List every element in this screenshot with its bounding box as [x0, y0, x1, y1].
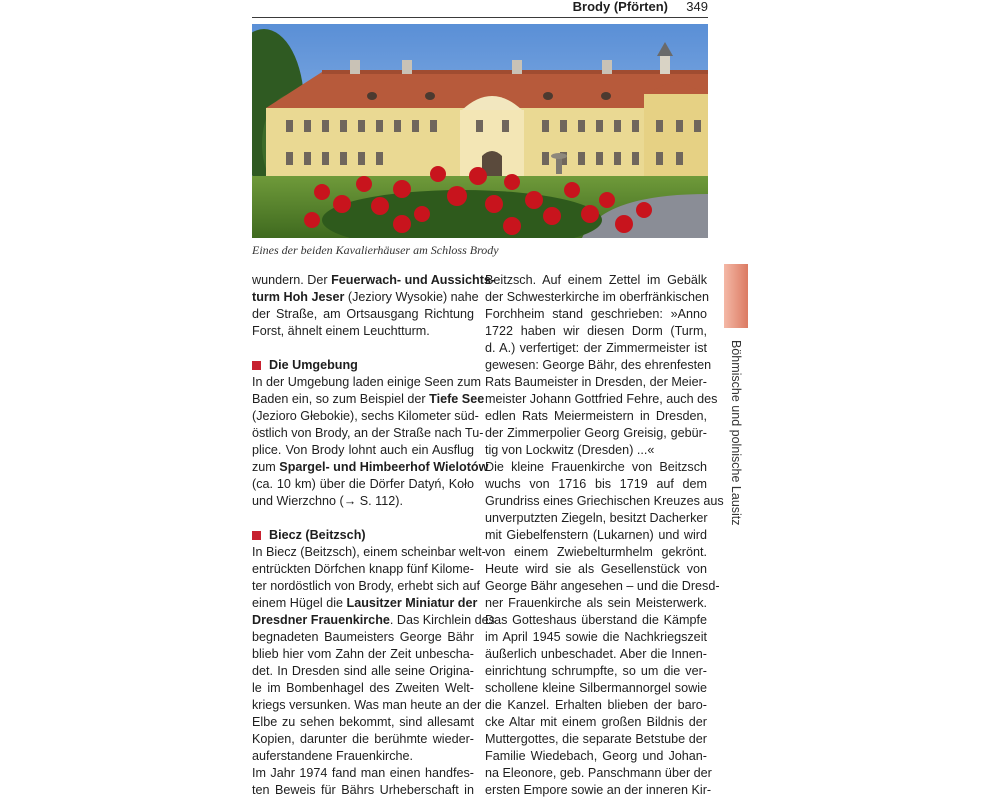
text-line: blieb hier vom Zahn der Zeit unbescha-: [252, 647, 474, 661]
text-line: die Kanzel. Erhalten blieben der baro-: [485, 698, 707, 712]
text-line: wuchs von 1716 bis 1719 auf dem: [485, 477, 707, 491]
text-line: cke Altar mit einem großen Bildnis der: [485, 715, 707, 729]
text-line: plice. Von Brody lohnt auch ein Ausflug: [252, 443, 474, 457]
text-line: Rats Baumeister in Dresden, der Meier-: [485, 375, 707, 389]
chapter-side-label: Böhmische und polnische Lausitz: [729, 340, 743, 526]
text-line: le im Bombenhagel des Zweiten Welt-: [252, 681, 474, 695]
text-line: der Schwesterkirche im oberfränkischen: [485, 290, 709, 304]
text-line: östlich von Brody, an der Straße nach Tu-: [252, 426, 484, 440]
text-line: ter nordöstlich von Brody, erhebt sich auf: [252, 579, 480, 593]
left-column: [252, 272, 496, 799]
text-line: entrückten Dörfchen knapp fünf Kilome-: [252, 562, 474, 576]
text-line: (Jezioro Głebokie), sechs Kilometer süd-: [252, 409, 479, 423]
text-line: unverputzten Ziegeln, besitzt Dacherker: [485, 511, 708, 525]
text-line: In der Umgebung laden einige Seen zum: [252, 375, 481, 389]
text-line: gewesen: George Bähr, des ehrenfesten: [485, 358, 712, 372]
text-line: Grundriss eines Griechischen Kreuzes aus: [485, 494, 724, 508]
header-rule: [252, 17, 708, 18]
section-heading-umgebung: Die Umgebung: [252, 357, 474, 374]
text-line: kriegs versunken. Was man heute an der: [252, 698, 482, 712]
text-line: schollene kleine Silbermannorgel sowie: [485, 681, 707, 695]
text-line: ten Beweis für Bährs Urheberschaft in: [252, 783, 474, 797]
text-line: tig von Lockwitz (Dresden) ...«: [485, 443, 655, 457]
text-line: George Bähr angesehen – und die Dresd-: [485, 579, 720, 593]
text-line: Die kleine Frauenkirche von Beitzsch: [485, 460, 707, 474]
text-line: Baden ein, so zum Beispiel der Tiefe See: [252, 392, 485, 406]
section-heading-biecz: Biecz (Beitzsch): [252, 527, 474, 544]
running-header: [252, 0, 708, 18]
text-line: Im Jahr 1974 fand man einen handfes-: [252, 766, 474, 780]
text-line: ersten Empore sowie an der inneren Kir-: [485, 783, 712, 797]
right-column: [485, 272, 724, 799]
text-line: 1722 haben wir diesen Dorm (Turm,: [485, 324, 707, 338]
chapter-tab: [724, 264, 748, 328]
text-line: turm Hoh Jeser (Jeziory Wysokie) nahe: [252, 290, 479, 304]
text-line: Forchheim stand geschrieben: »Anno: [485, 307, 707, 321]
text-line: Dresdner Frauenkirche. Das Kirchlein des: [252, 613, 495, 627]
text-line: einem Hügel die Lausitzer Miniatur der: [252, 596, 478, 610]
text-line: äußerlich unbeschadet. Aber die Innen-: [485, 647, 707, 661]
text-line: einrichtung schrumpfte, so um die ver-: [485, 664, 707, 678]
figure-caption: Eines der beiden Kavalierhäuser am Schloss Brody: [252, 243, 499, 257]
text-line: Familie Wiedebach, Georg und Johan-: [485, 749, 707, 763]
text-line: der Straße, am Ortsausgang Richtung: [252, 307, 474, 321]
section-marker-icon: [252, 531, 261, 540]
text-line: In Biecz (Beitzsch), einem scheinbar welt-: [252, 545, 486, 559]
text-line: und Wierzchno (→ S. 112).: [252, 494, 403, 508]
text-line: Beitzsch. Auf einem Zettel im Gebälk: [485, 273, 707, 287]
page-number: 349: [686, 0, 708, 14]
text-line: edlen Rats Meiermeistern in Dresden,: [485, 409, 707, 423]
text-line: (ca. 10 km) über die Dörfer Datyń, Koło: [252, 477, 474, 491]
text-line: im April 1945 sowie die Nachkriegszeit: [485, 630, 707, 644]
text-line: Das Gotteshaus überstand die Kämpfe: [485, 613, 707, 627]
text-line: von einem Zwiebelturmhelm gekrönt.: [485, 545, 707, 559]
text-line: Muttergottes, die separate Betstube der: [485, 732, 707, 746]
text-line: d. A.) verfertiget: der Zimmermeister ist: [485, 341, 707, 355]
text-line: wundern. Der Feuerwach- und Aussichts-: [252, 273, 496, 287]
text-line: Forst, ähnelt einem Leuchtturm.: [252, 324, 430, 338]
text-line: meister Johann Gottfried Fehre, auch des: [485, 392, 718, 406]
castle-photo: [252, 24, 708, 238]
text-line: mit Giebelfenstern (Lukarnen) und wird: [485, 528, 707, 542]
section-marker-icon: [252, 361, 261, 370]
text-line: Kopien, darunter die berühmte wieder-: [252, 732, 474, 746]
text-line: begnadeten Baumeisters George Bähr: [252, 630, 474, 644]
text-line: Heute wird sie als Gesellenstück von: [485, 562, 707, 576]
text-line: ner Frauenkirche als sein Meisterwerk.: [485, 596, 707, 610]
text-line: det. In Dresden sind alle seine Origina-: [252, 664, 474, 678]
text-line: auferstandene Frauenkirche.: [252, 749, 414, 763]
text-line: na Eleonore, geb. Panschmann über der: [485, 766, 712, 780]
text-line: Elbe zu sehen bekommt, sind allesamt: [252, 715, 474, 729]
text-line: zum Spargel- und Himbeerhof Wielotów: [252, 460, 489, 474]
text-line: der Zimmerpolier Georg Greisig, gebür-: [485, 426, 707, 440]
header-title: Brody (Pförten): [572, 0, 668, 14]
